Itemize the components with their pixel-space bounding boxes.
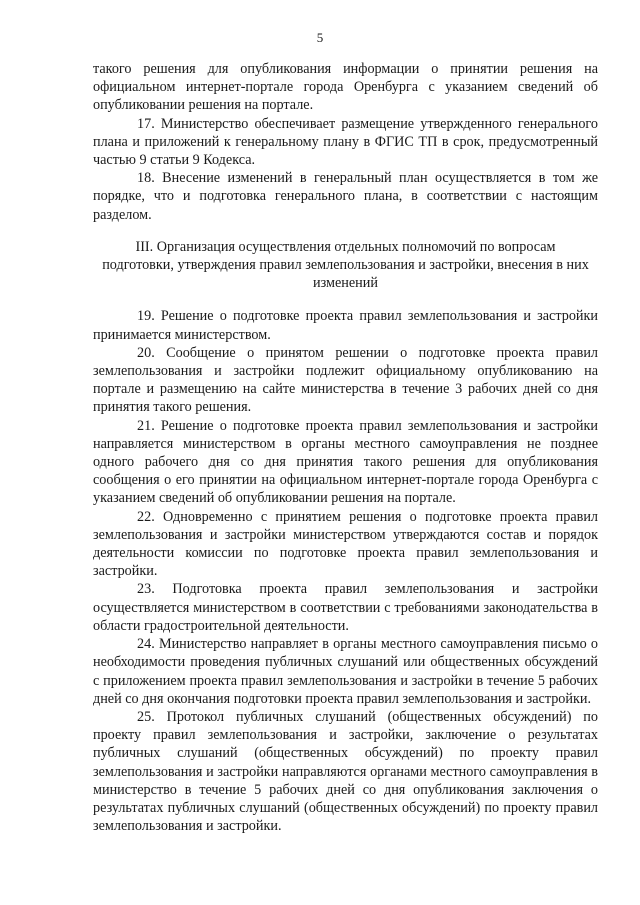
paragraph-19: 19. Решение о подготовке проекта правил землепользования и застройки принимается министерством. (93, 308, 598, 343)
document-body (93, 60, 598, 835)
paragraph-16-continuation: такого решения для опубликования информации о принятии решения на официальном интернет-портале города Оренбурга с указанием сведений об опубликовании решения на портале. (93, 61, 598, 114)
page-number: 5 (316, 30, 324, 45)
paragraph-25: 25. Протокол публичных слушаний (общественных обсуждений) по проекту правил землепользования и застройки, заключение о результатах публичных слушаний (общественных обсуждений) по проекту правил землепользования и застройки направляются органами местного самоуправления в министерство в течение 5 рабочих дней со дня опубликования заключения о результатах публичных слушаний (общественных обсуждений) по проекту правил землепользования и застройки. (93, 708, 598, 835)
paragraph-22: 22. Одновременно с принятием решения о подготовке проекта правил землепользования и застройки министерством утверждаются состав и порядок деятельности комиссии по подготовке проекта правил землепользования и застройки. (93, 508, 598, 580)
paragraph-21: 21. Решение о подготовке проекта правил землепользования и застройки направляется министерством в органы местного самоуправления не позднее одного рабочего дня со дня принятия такого решения для опубликования сообщения о его принятии на официальном интернет-портале города Оренбурга с указанием сведений об опубликовании решения на портале. (93, 417, 598, 507)
paragraph-24: 24. Министерство направляет в органы местного самоуправления письмо о необходимости проведения публичных слушаний или общественных обсуждений с приложением проекта правил землепользования и застройки в течение 5 рабочих дней со дня окончания подготовки проекта правил землепользования и застройки. (93, 636, 598, 707)
paragraph-23: 23. Подготовка проекта правил землепользования и застройки осуществляется министерством в соответствии с требованиями законодательства в области градостроительной деятельности. (93, 581, 598, 634)
paragraph-20: 20. Сообщение о принятом решении о подготовке проекта правил землепользования и застройки подлежит официальному опубликованию на портале и размещению на сайте министерства в течение 3 рабочих дней со дня принятия такого решения. (93, 344, 598, 416)
paragraph-17: 17. Министерство обеспечивает размещение утвержденного генерального плана и приложений к генеральному плану в ФГИС ТП в срок, предусмотренный частью 9 статьи 9 Кодекса. (93, 115, 598, 169)
section-heading-iii: III. Организация осуществления отдельных полномочий по вопросам подготовки, утверждения правил землепользования и застройки, внесения в них изменений (102, 238, 589, 292)
paragraph-18: 18. Внесение изменений в генеральный план осуществляется в том же порядке, что и подготовка генерального плана, в соответствии с настоящим разделом. (93, 170, 598, 223)
